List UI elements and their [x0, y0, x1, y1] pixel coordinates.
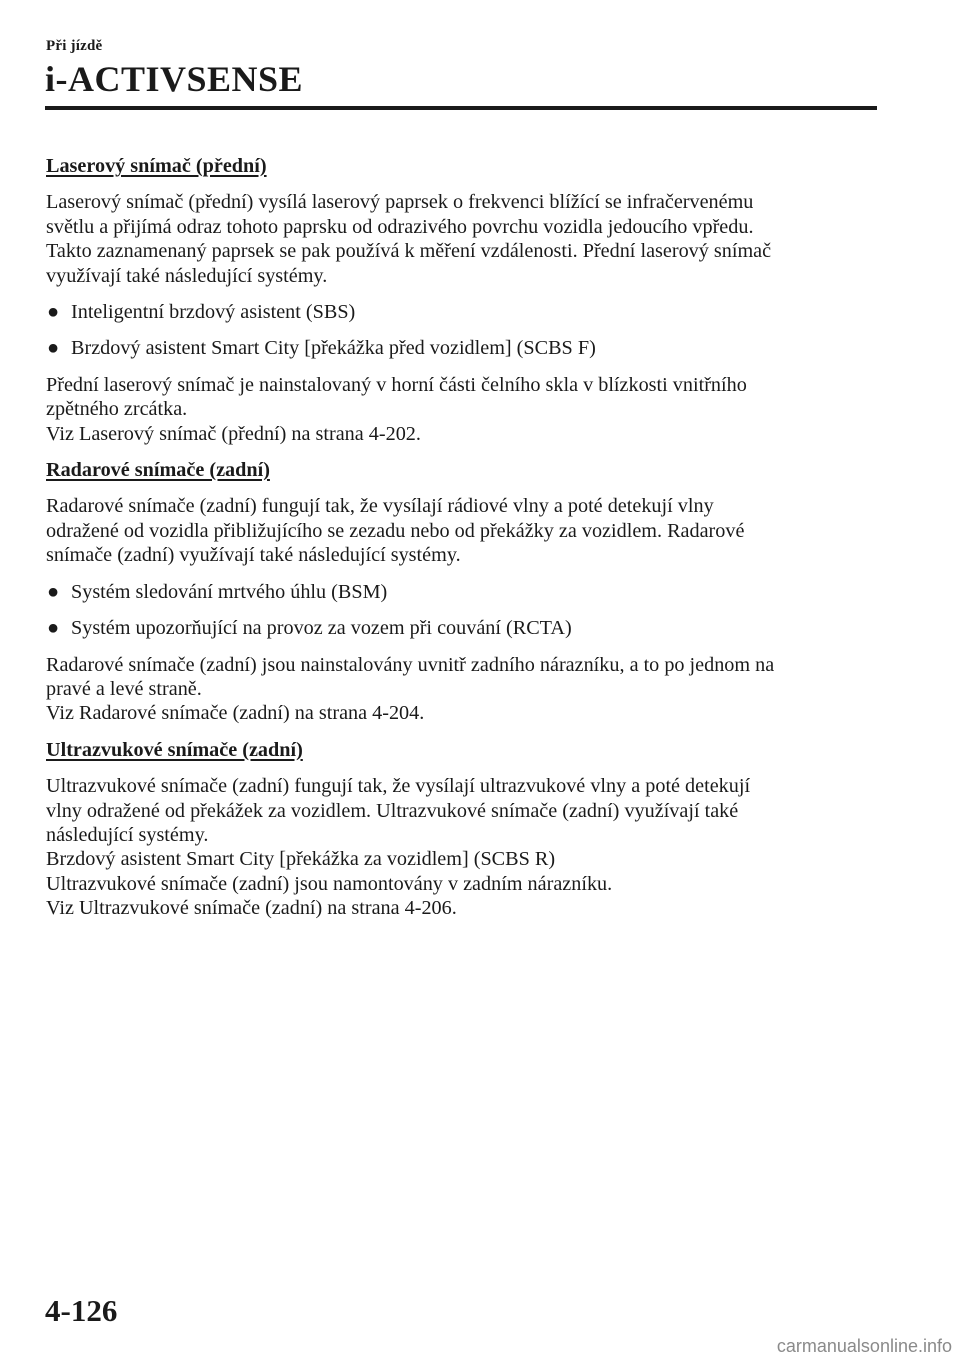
- section-radar-sensors: [46, 458, 886, 726]
- bullet-icon: ●: [47, 301, 60, 324]
- section-heading: Laserový snímač (přední): [46, 155, 267, 177]
- bullet-icon: ●: [47, 580, 60, 603]
- list-item: [46, 616, 886, 640]
- section-heading: Radarové snímače (zadní): [46, 459, 270, 482]
- section-location-paragraph: Radarové snímače (zadní) jsou nainstalovány uvnitř zadního nárazníku, a to po jednom na pravé a levé straně. Viz Radarové snímače (zadní) na strana 4-204.: [46, 653, 775, 725]
- section-heading: Ultrazvukové snímače (zadní): [46, 738, 303, 761]
- list-item: [46, 300, 886, 324]
- list-item-text: Inteligentní brzdový asistent (SBS): [71, 301, 356, 324]
- bullet-icon: ●: [47, 617, 60, 640]
- chapter-label: Při jízdě: [46, 38, 103, 54]
- list-item-text: Systém upozorňující na provoz za vozem při couvání (RCTA): [71, 617, 572, 640]
- list-item: [46, 336, 886, 360]
- section-location-paragraph: Přední laserový snímač je nainstalovaný v horní části čelního skla v blízkosti vnitřního zpětného zrcátka. Viz Laserový snímač (přední) na strana 4-202.: [46, 373, 747, 445]
- title-divider: [45, 106, 877, 110]
- list-item-text: Systém sledování mrtvého úhlu (BSM): [71, 580, 388, 603]
- main-content: [46, 154, 886, 933]
- list-item: [46, 580, 886, 604]
- section-intro-paragraph: Ultrazvukové snímače (zadní) fungují tak, že vysílají ultrazvukové vlny a poté detekují vlny odražené od překážek za vozidlem. Ultrazvukové snímače (zadní) využívají také následující systémy. Brzdový asistent Smart City [překážka za vozidlem] (SCBS R) Ultrazvukové snímače (zadní) jsou namontovány v zadním nárazníku. Viz Ultrazvukové snímače (zadní) na strana 4-206.: [46, 775, 751, 920]
- list-item-text: Brzdový asistent Smart City [překážka před vozidlem] (SCBS F): [71, 337, 596, 360]
- section-laser-sensor: [46, 154, 886, 446]
- page-number: 4-126: [45, 1293, 118, 1328]
- page-title: i-ACTIVSENSE: [45, 59, 304, 99]
- section-intro-paragraph: Radarové snímače (zadní) fungují tak, že vysílají rádiové vlny a poté detekují vlny odražené od vozidla přibližujícího se zezadu nebo od překážky za vozidlem. Radarové snímače (zadní) využívají také následující systémy.: [46, 495, 745, 567]
- section-intro-paragraph: Laserový snímač (přední) vysílá laserový paprsek o frekvenci blížící se infračervenému světlu a přijímá odraz tohoto paprsku od odrazivého povrchu vozidla jedoucího vpředu. Takto zaznamenaný paprsek se pak používá k měření vzdálenosti. Přední laserový snímač využívají také následující systémy.: [46, 191, 772, 287]
- section-ultrasonic-sensors: [46, 738, 886, 921]
- system-list: [46, 580, 886, 641]
- watermark: carmanualsonline.info: [776, 1336, 952, 1356]
- system-list: [46, 300, 886, 361]
- bullet-icon: ●: [47, 337, 60, 360]
